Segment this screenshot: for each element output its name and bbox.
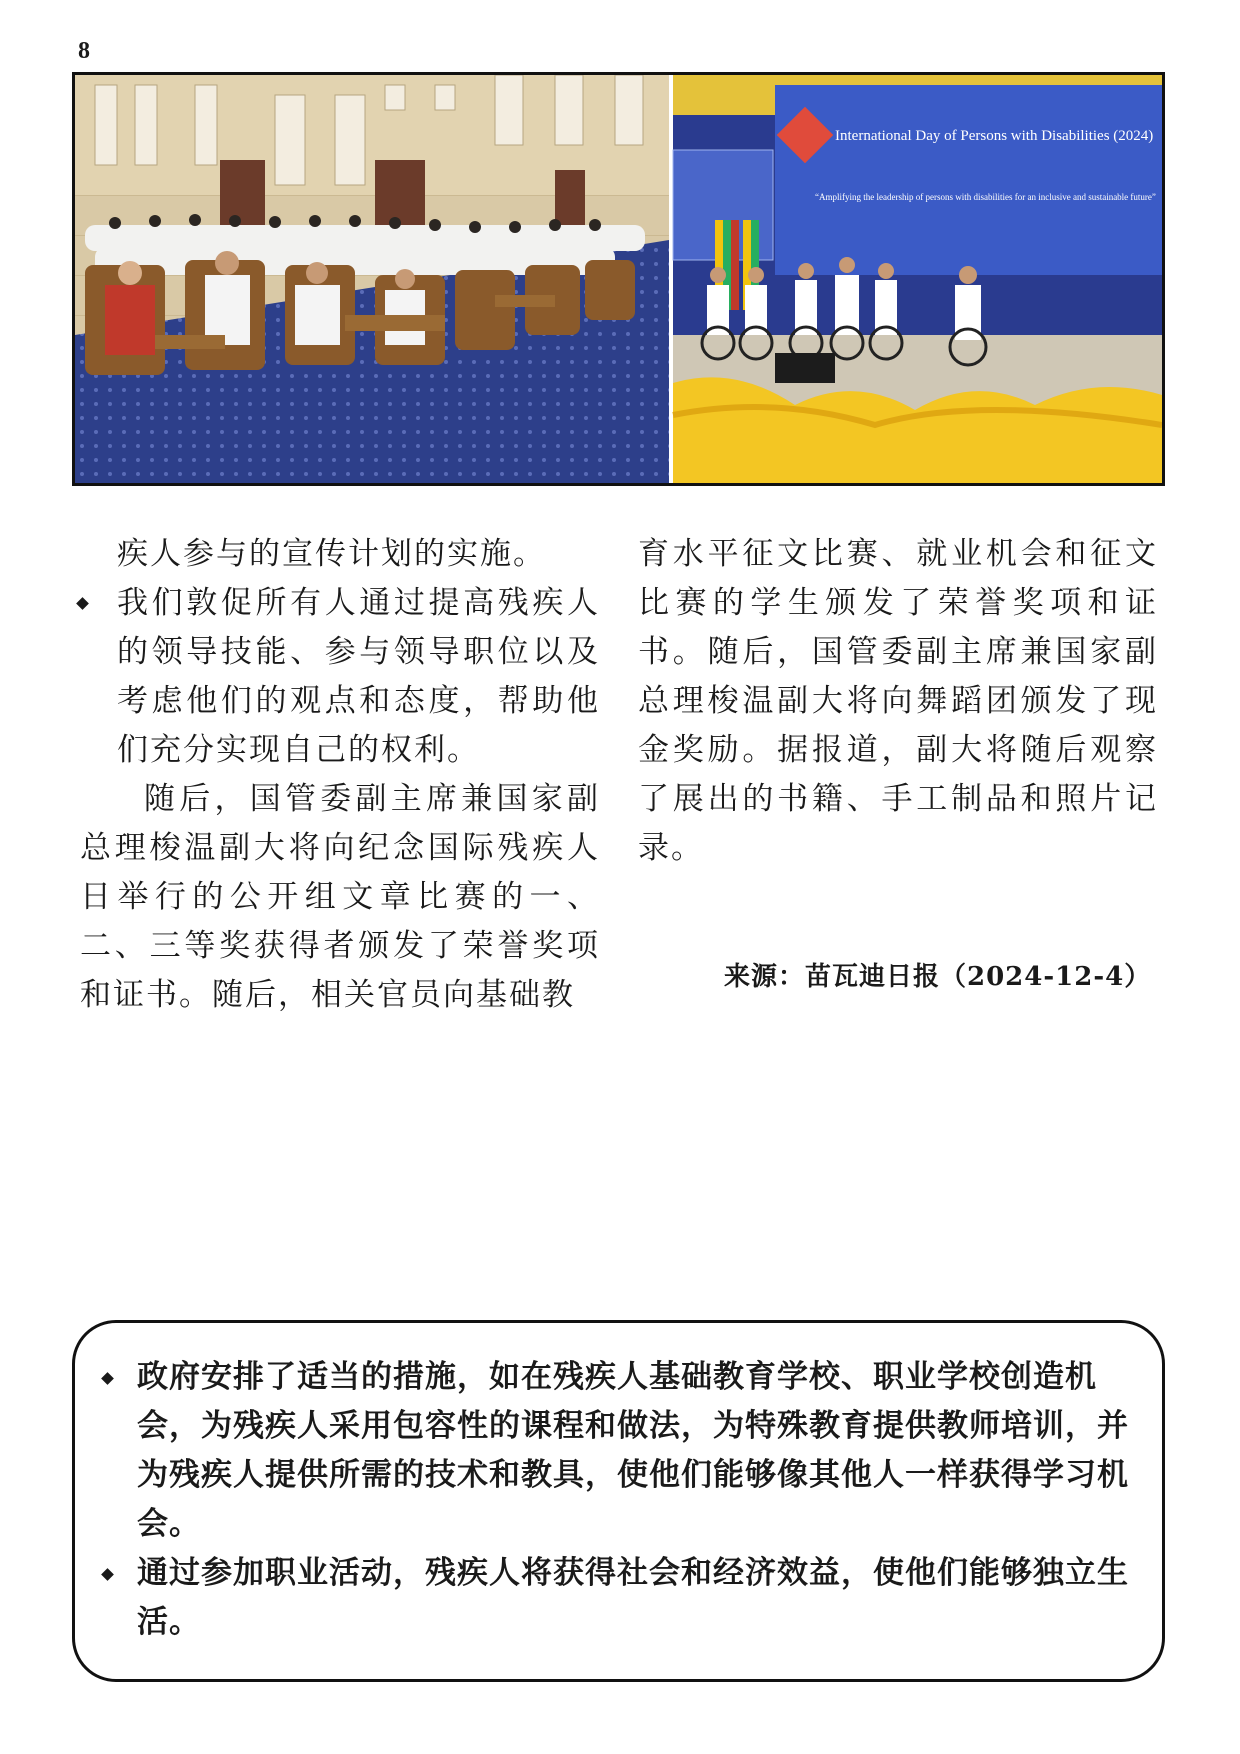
banner-text-1: International Day of Persons with Disabilities (2024)	[835, 128, 1154, 144]
diamond-bullet-icon	[101, 1568, 114, 1581]
right-column	[638, 530, 1158, 873]
source-citation: 来源：苗瓦迪日报（2024-12-4）	[724, 962, 1152, 992]
page-number: 8	[78, 38, 90, 64]
diamond-bullet-icon	[76, 597, 89, 610]
event-photos	[75, 75, 1162, 483]
summary-item-text: 政府安排了适当的措施，如在残疾人基础教育学校、职业学校创造机会，为残疾人采用包容性的课程和做法，为特殊教育提供教师培训，并为残疾人提供所需的技术和教具，使他们能够像其他人一样获得学习机会。	[137, 1359, 1129, 1542]
photo-frame	[72, 72, 1165, 486]
summary-item	[137, 1549, 1132, 1647]
left-column	[80, 530, 600, 1020]
body-paragraph-continued: 育水平征文比赛、就业机会和征文比赛的学生颁发了荣誉奖项和证书。随后，国管委副主席兼国家副总理梭温副大将向舞蹈团颁发了现金奖励。据报道，副大将随后观察了展出的书籍、手工制品和照片记录。	[638, 536, 1158, 866]
bullet-paragraph	[80, 579, 600, 775]
summary-item	[137, 1353, 1132, 1549]
bullet-text: 我们敦促所有人通过提高残疾人的领导技能、参与领导职位以及考虑他们的观点和态度，帮助他们充分实现自己的权利。	[117, 585, 600, 768]
summary-item-text: 通过参加职业活动，残疾人将获得社会和经济效益，使他们能够独立生活。	[137, 1555, 1129, 1640]
stage-photo	[673, 75, 1162, 483]
banner-text-2: “Amplifying the leadership of persons with disabilities for an inclusive and sustainable future”	[815, 192, 1156, 202]
body-paragraph: 随后，国管委副主席兼国家副总理梭温副大将向纪念国际残疾人日举行的公开组文章比赛的一、二、三等奖获得者颁发了荣誉奖项和证书。随后，相关官员向基础教	[80, 781, 600, 1013]
continued-line: 疾人参与的宣传计划的实施。	[117, 536, 546, 572]
diamond-bullet-icon	[101, 1372, 114, 1385]
audience-photo	[75, 75, 669, 483]
summary-box	[72, 1320, 1165, 1682]
